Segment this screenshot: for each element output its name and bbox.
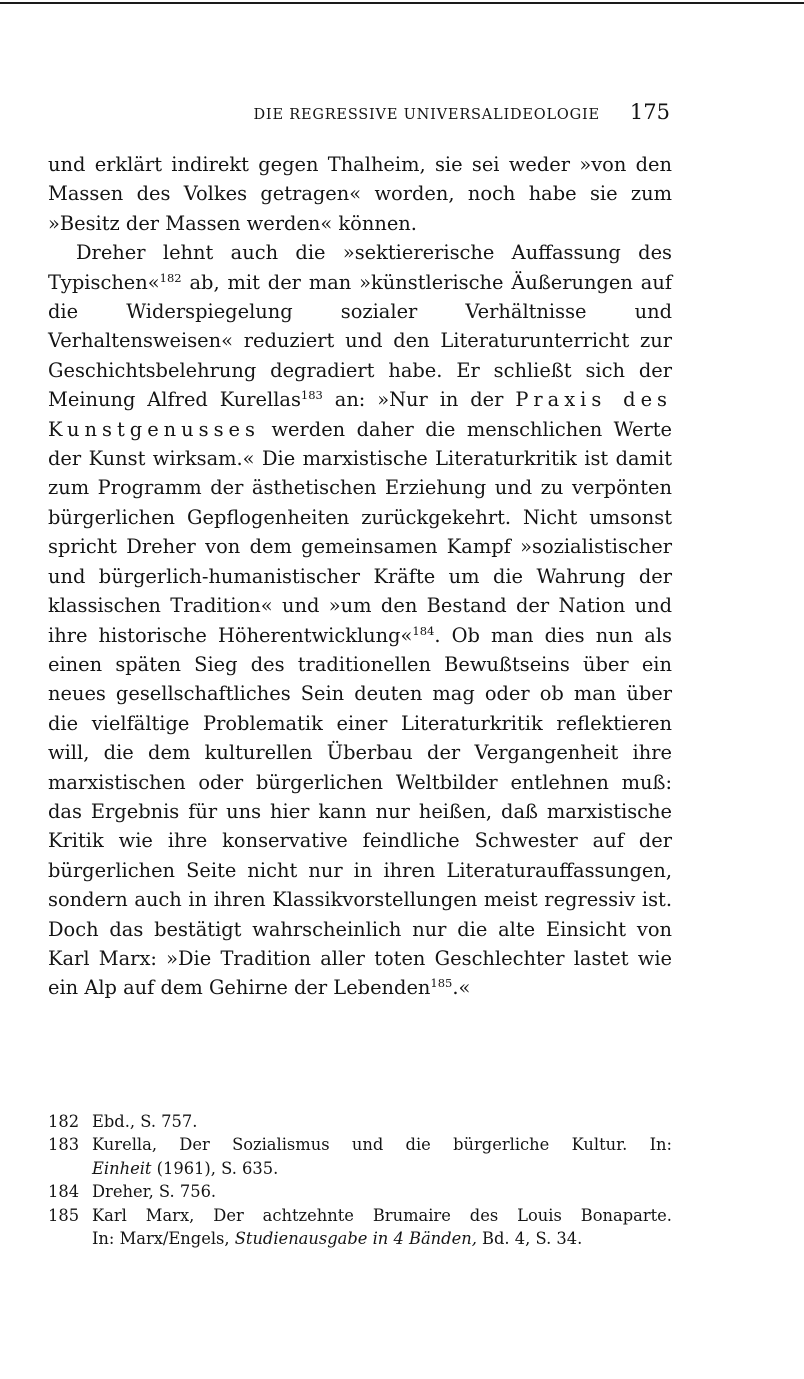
footnote-183 bbox=[48, 1133, 672, 1180]
footnote-text bbox=[92, 1133, 672, 1180]
scan-edge-rule bbox=[0, 2, 804, 4]
footnote-line: Karl Marx, Der achtzehnte Brumaire des Louis Bonaparte. bbox=[92, 1205, 672, 1225]
running-head bbox=[250, 100, 670, 132]
footnote-ref-182: 182 bbox=[159, 270, 182, 285]
paragraph-2-part-2: ab, mit der man »künstlerische Äußerungen auf die Widerspiegelung sozialer Verhältnisse und Verhaltensweisen« reduziert und den Literaturunterricht zur Geschichtsbelehrung degradiert habe. Er schließt sich der Meinung Alfred Kurellas bbox=[48, 270, 672, 412]
footnote-number: 183 bbox=[48, 1135, 80, 1155]
citation-prefix: In: Marx/Engels, bbox=[92, 1229, 235, 1249]
footnote-ref-185: 185 bbox=[430, 976, 453, 991]
body-text bbox=[48, 150, 672, 1003]
citation-detail: Bd. 4, S. 34. bbox=[476, 1229, 583, 1249]
footnote-text: Ebd., S. 757. bbox=[92, 1112, 198, 1131]
paragraph-2-part-3: an: »Nur in der bbox=[322, 388, 516, 412]
citation-detail: (1961), S. 635. bbox=[151, 1158, 279, 1178]
footnote-number: 185 bbox=[48, 1205, 80, 1225]
footnote-185 bbox=[48, 1204, 672, 1251]
footnote-ref-183: 183 bbox=[300, 388, 323, 403]
footnote-line bbox=[92, 1157, 672, 1180]
paragraph-2 bbox=[48, 238, 672, 1003]
paragraph-2-part-1: Dreher lehnt auch die »sektiererische Auffassung des Typischen« bbox=[48, 241, 672, 294]
footnote-line bbox=[92, 1227, 672, 1250]
journal-title: Einheit bbox=[92, 1158, 152, 1178]
running-title: DIE REGRESSIVE UNIVERSALIDEOLOGIE bbox=[253, 107, 600, 123]
paragraph-2-part-6: .« bbox=[452, 976, 471, 1000]
footnote-number: 182 bbox=[48, 1112, 80, 1131]
footnote-text: Dreher, S. 756. bbox=[92, 1182, 217, 1202]
page-number: 175 bbox=[629, 100, 670, 124]
footnotes bbox=[48, 1110, 672, 1250]
paragraph-2-part-5: . Ob man dies nun als einen späten Sieg des traditionellen Bewußtseins über ein neues gesellschaftliches Sein deuten mag oder ob man über die vielfältige Problematik einer Literaturkritik reflektieren will, die dem kulturellen Überbau der Vergangenheit ihre marxistischen oder bürgerlichen Weltbilder entlehnen muß: das Ergebnis für uns hier kann nur heißen, daß marxistische Kritik wie ihre konservative feindliche Schwester auf der bürgerlichen Seite nicht nur in ihren Literaturauffassungen, sondern auch in ihren Klassikvorstellungen meist regressiv ist. Doch das bestätigt wahrscheinlich nur die alte Einsicht von Karl Marx: »Die Tradition aller toten Geschlechter lastet wie ein Alp auf dem Gehirne der Lebenden bbox=[48, 623, 672, 1000]
edition-title: Studienausgabe in 4 Bänden, bbox=[234, 1229, 477, 1249]
footnote-ref-184: 184 bbox=[412, 623, 435, 638]
footnote-number: 184 bbox=[48, 1182, 80, 1202]
spaced-emphasis: Praxis des Kunstgenusses bbox=[48, 388, 672, 441]
paragraph-2-part-4: werden daher die menschlichen Werte der Kunst wirksam.« Die marxistische Literaturkritik ist damit zum Programm der ästhetischen Erziehung und zu verpönten bürgerlichen Gepflogenheiten zurückgekehrt. Nicht umsonst spricht Dreher von dem gemeinsamen Kampf »sozialistischer und bürgerlich-humanistischer Kräfte um die Wahrung der klassischen Tradition« und »um den Bestand der Nation und ihre historische Höherentwicklung« bbox=[48, 417, 672, 647]
footnote-182 bbox=[48, 1110, 672, 1133]
paragraph-1: und erklärt indirekt gegen Thalheim, sie sei weder »von den Massen des Volkes getragen« worden, noch habe sie zum »Besitz der Massen werden« können. bbox=[48, 153, 672, 235]
footnote-text bbox=[92, 1204, 672, 1251]
footnote-line: Kurella, Der Sozialismus und die bürgerliche Kultur. In: bbox=[92, 1135, 672, 1155]
footnote-184 bbox=[48, 1180, 672, 1203]
